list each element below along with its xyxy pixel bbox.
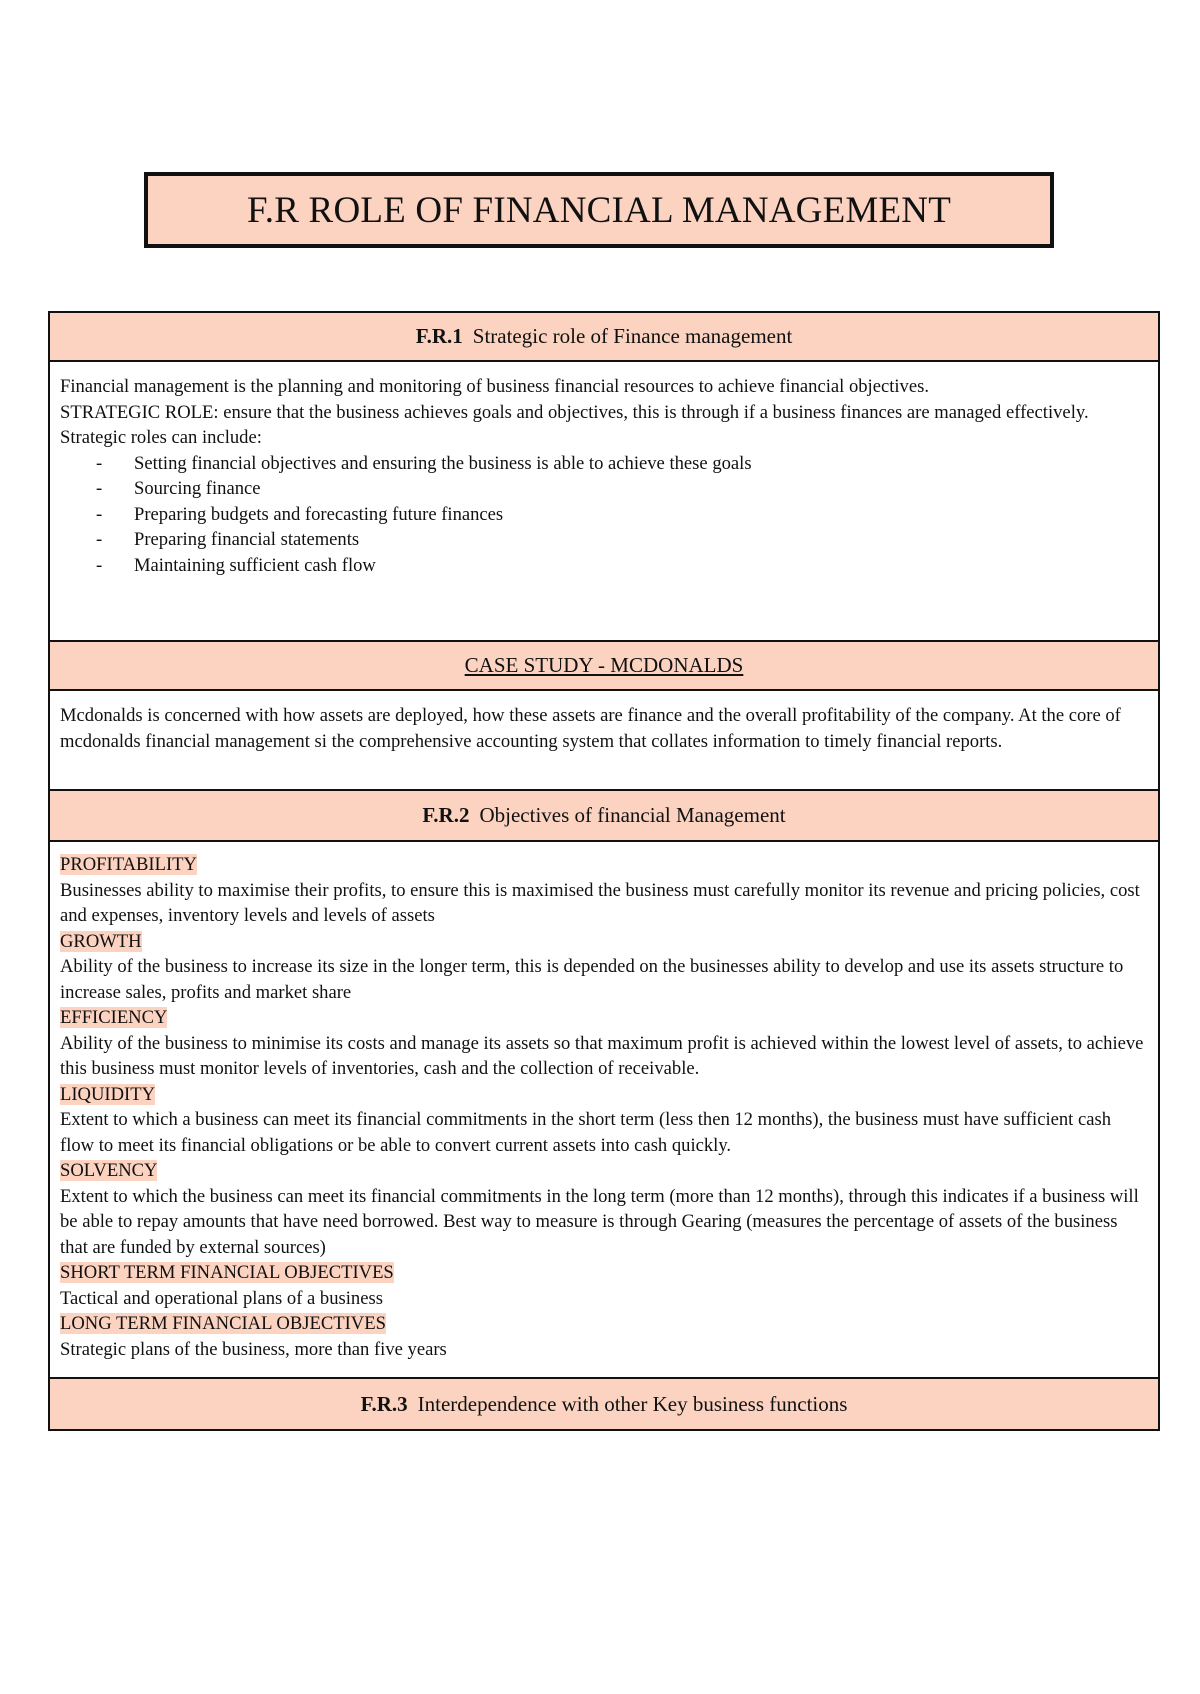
strategic-roles-list — [60, 451, 1148, 579]
list-item — [60, 476, 1148, 502]
page-title: F.R ROLE OF FINANCIAL MANAGEMENT — [246, 189, 952, 231]
objective-label: GROWTH — [60, 930, 142, 952]
paragraph: Strategic roles can include: — [60, 427, 262, 448]
objective-label: LONG TERM FINANCIAL OBJECTIVES — [60, 1313, 386, 1334]
list-item — [60, 527, 1148, 553]
objective-text: Tactical and operational plans of a business — [60, 1287, 383, 1309]
list-item-text: Preparing budgets and forecasting future finances — [134, 503, 504, 525]
section-header-fr2 — [50, 791, 1158, 842]
section-header-fr1 — [50, 313, 1158, 362]
section-heading: Strategic role of Finance management — [472, 324, 793, 348]
case-study-text: Mcdonalds is concerned with how assets are deployed, how these assets are finance and the overall profitability of the company. At the core of mcdonalds financial management si the comprehensive accounting system that collates information to timely financial reports. — [60, 705, 1121, 752]
section-code: F.R.3 — [360, 1391, 408, 1416]
list-item-text: Maintaining sufficient cash flow — [134, 554, 376, 576]
dash-bullet: - — [96, 554, 103, 576]
paragraph: Financial management is the planning and monitoring of business financial resources to achieve financial objectives. — [60, 376, 929, 397]
objective-label: EFFICIENCY — [60, 1007, 168, 1028]
dash-bullet: - — [96, 503, 103, 525]
dash-bullet: - — [96, 452, 103, 474]
objective-text: Strategic plans of the business, more than five years — [60, 1338, 447, 1360]
list-item — [60, 451, 1148, 477]
page-title-box — [144, 172, 1054, 248]
list-item-text: Setting financial objectives and ensuring the business is able to achieve these goals — [134, 452, 752, 474]
objective-label: SHORT TERM FINANCIAL OBJECTIVES — [60, 1262, 394, 1283]
section-heading: Objectives of financial Management — [479, 803, 786, 827]
list-item-text: Sourcing finance — [134, 478, 261, 499]
objective-text: Ability of the business to minimise its costs and manage its assets so that maximum profit is achieved within the lowest level of assets, to achieve this business must monitor levels of inventories, cash and the collection of receivable. — [60, 1032, 1144, 1079]
case-study-heading: CASE STUDY - MCDONALDS — [464, 653, 744, 677]
dash-bullet: - — [96, 478, 103, 499]
list-item — [60, 502, 1148, 528]
content-table — [48, 311, 1160, 1431]
dash-bullet: - — [96, 529, 103, 550]
objective-text: Ability of the business to increase its size in the longer term, this is depended on the businesses ability to develop and use its assets structure to increase sales, profits and market share — [60, 956, 1124, 1003]
section-body-fr1 — [50, 362, 1158, 642]
case-study-body — [50, 691, 1158, 791]
list-item-text: Preparing financial statements — [134, 529, 360, 550]
objective-text: Extent to which the business can meet its financial commitments in the long term (more than 12 months), through this indicates if a business will be able to repay amounts that have need borrowed. Best way to measure is through Gearing (measures the percentage of assets of the business that are funded by external sources) — [60, 1185, 1139, 1258]
section-code: F.R.2 — [422, 803, 470, 827]
section-code: F.R.1 — [415, 324, 463, 348]
section-header-fr3 — [50, 1379, 1158, 1429]
objective-label: SOLVENCY — [60, 1160, 158, 1181]
section-heading: Interdependence with other Key business functions — [417, 1391, 848, 1416]
paragraph: STRATEGIC ROLE: ensure that the business achieves goals and objectives, this is through if a business finances are managed effectively. — [60, 401, 1089, 423]
objective-label: PROFITABILITY — [60, 854, 197, 875]
case-study-header — [50, 642, 1158, 691]
objective-label: LIQUIDITY — [60, 1083, 156, 1105]
section-body-fr2 — [50, 842, 1158, 1379]
objective-text: Extent to which a business can meet its financial commitments in the short term (less then 12 months), the business must have sufficient cash flow to meet its financial obligations or be able to convert current assets into cash quickly. — [60, 1109, 1112, 1156]
objective-text: Businesses ability to maximise their profits, to ensure this is maximised the business must carefully monitor its revenue and pricing policies, cost and expenses, inventory levels and levels of assets — [60, 879, 1140, 926]
list-item — [60, 553, 1148, 579]
